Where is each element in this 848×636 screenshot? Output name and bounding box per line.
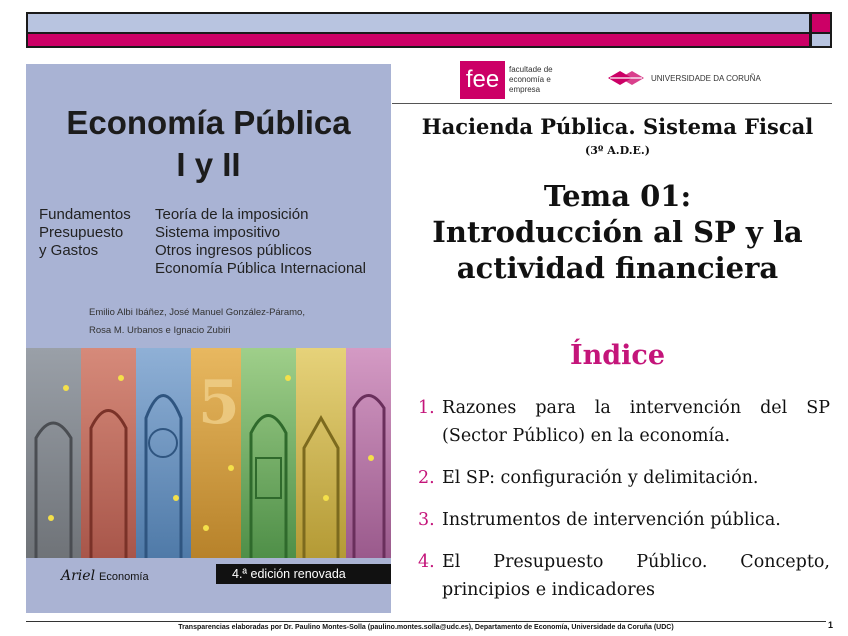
header-square-blue: [810, 34, 832, 48]
topic-item: Teoría de la imposición: [155, 206, 309, 223]
list-item: [418, 548, 830, 604]
book-topics-right: [155, 206, 366, 278]
page-number: 1: [828, 620, 834, 630]
book-authors: [89, 304, 305, 340]
course-label: (3º A.D.E.): [585, 144, 650, 157]
book-title-line: Economía Pública: [66, 104, 351, 141]
item-text: Instrumentos de intervención pública.: [442, 510, 781, 530]
topic-item: Sistema impositivo: [155, 224, 281, 241]
header-bar-blue: [26, 12, 811, 34]
topic-item: Economía Pública Internacional: [155, 260, 366, 277]
item-number: 4.: [418, 552, 435, 572]
banknote-architecture-illustration: [26, 348, 391, 558]
fee-logo-text: [509, 65, 553, 95]
tema-title: [405, 178, 830, 286]
footer-credit: Transparencias elaboradas por Dr. Paulino Montes-Solla (paulino.montes.solla@udc.es), Departamento de Economía, Universidade da Coruña (UDC): [178, 624, 674, 631]
item-text: Razones para la intervención del SP (Sector Público) en la economía.: [442, 398, 830, 446]
udc-emblem-icon: [606, 68, 646, 88]
book-title-line: I y II: [176, 146, 241, 183]
subject-title: Hacienda Pública. Sistema Fiscal: [421, 114, 814, 139]
tema-line: actividad financiera: [456, 251, 779, 285]
topic-item: Fundamentos: [39, 206, 131, 223]
udc-name: UNIVERSIDADE DA CORUÑA: [651, 74, 761, 83]
item-text: El Presupuesto Público. Concepto, principios e indicadores: [442, 552, 830, 600]
list-item: [418, 394, 830, 450]
fee-text-line: facultade de: [509, 65, 553, 74]
list-item: [418, 464, 830, 492]
fee-text-line: economía e: [509, 75, 551, 84]
logo-divider: [392, 103, 832, 104]
index-heading: Índice: [569, 340, 665, 371]
item-number: 1.: [418, 398, 435, 418]
item-number: 2.: [418, 468, 435, 488]
publisher-series: Economía: [99, 571, 149, 583]
edition-label: 4.ª edición renovada: [216, 564, 391, 584]
publisher-logo: [61, 568, 149, 584]
book-title: [26, 102, 391, 186]
header-bar-magenta: [26, 34, 811, 48]
topic-item: y Gastos: [39, 242, 99, 259]
book-cover: [26, 64, 391, 613]
tema-line: Tema 01:: [543, 179, 692, 213]
header-square-magenta: [810, 12, 832, 34]
authors-line: Rosa M. Urbanos e Ignacio Zubiri: [89, 325, 231, 336]
footer-divider: [26, 621, 826, 622]
item-text: El SP: configuración y delimitación.: [442, 468, 759, 488]
item-number: 3.: [418, 510, 435, 530]
book-topics-left: [39, 206, 131, 260]
fee-text-line: empresa: [509, 85, 541, 94]
svg-text:5: 5: [198, 368, 240, 438]
fee-logo: fee: [460, 61, 505, 99]
tema-line: Introducción al SP y la: [432, 215, 803, 249]
index-list: [418, 394, 830, 618]
publisher-name: Ariel: [61, 568, 96, 584]
authors-line: Emilio Albi Ibáñez, José Manuel González-Páramo,: [89, 307, 305, 318]
topic-item: Otros ingresos públicos: [155, 242, 312, 259]
list-item: [418, 506, 830, 534]
topic-item: Presupuesto: [39, 224, 124, 241]
